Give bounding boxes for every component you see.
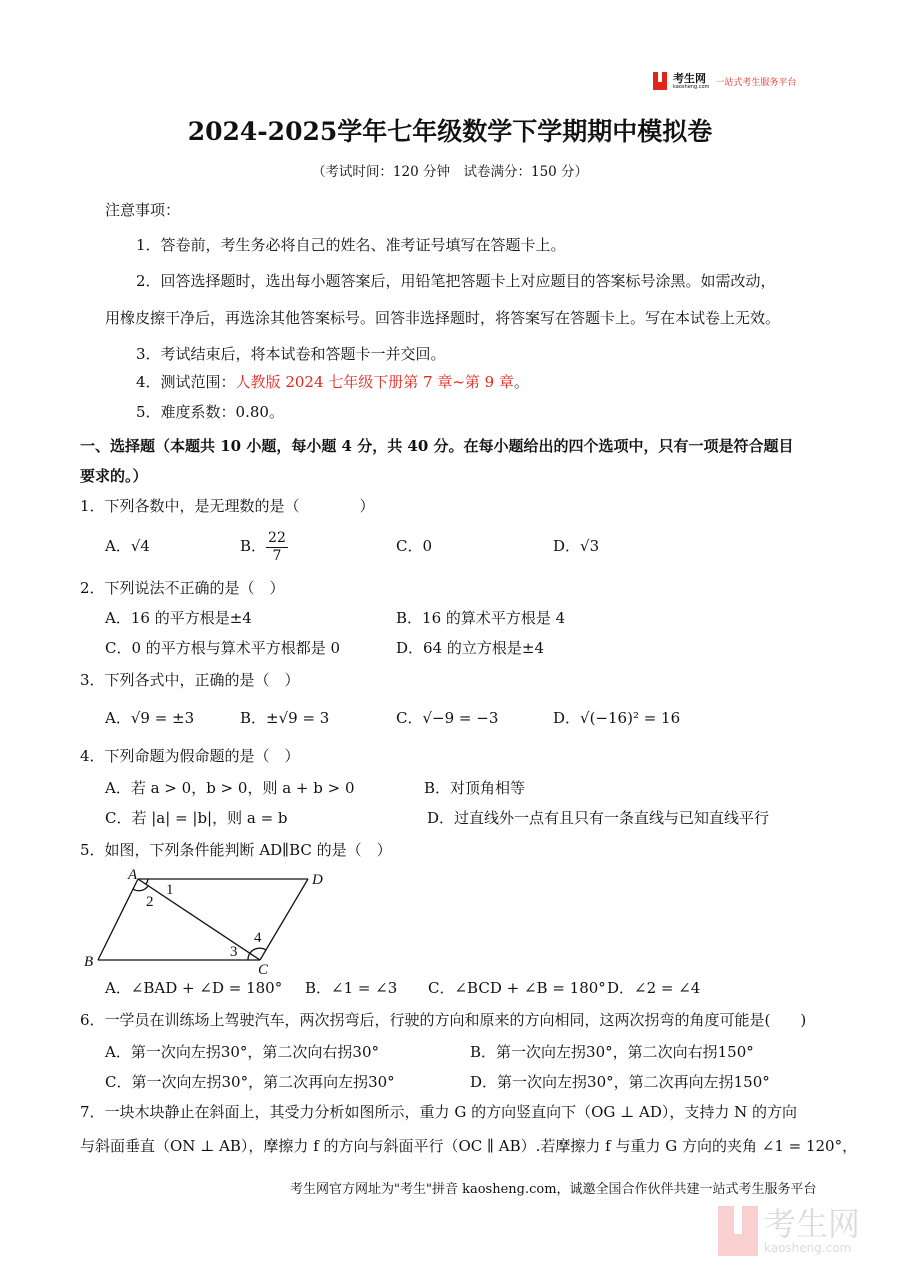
exam-subtitle: （考试时间：120 分钟 试卷满分：150 分） <box>311 164 589 180</box>
fraction <box>266 530 288 565</box>
q5-stem: 5．如图，下列条件能判断 AD∥BC 的是（ ） <box>80 841 392 859</box>
watermark-url: kaosheng.com <box>764 1241 852 1255</box>
q3-stem: 3．下列各式中，正确的是（ ） <box>80 671 300 689</box>
watermark-name: 考生网 <box>764 1205 861 1243</box>
q6-option-b: B．第一次向左拐30°，第二次向右拐150° <box>470 1043 754 1061</box>
watermark <box>718 1206 860 1256</box>
q5-figure <box>80 866 340 976</box>
q4-option-d: D．过直线外一点有且只有一条直线与已知直线平行 <box>427 809 770 827</box>
kaosheng-logo-icon <box>653 72 667 90</box>
q2-option-d: D．64 的立方根是±4 <box>396 639 544 657</box>
angle-3-arc <box>248 953 250 960</box>
brand-name: 考生网 <box>673 71 706 85</box>
q3-option-b: B．±√9 = 3 <box>240 709 330 727</box>
q7-stem: 7．一块木块静止在斜面上，其受力分析如图所示，重力 G 的方向竖直向下（OG ⊥ AD），支持力 N 的方向 <box>80 1103 798 1121</box>
q6-option-c: C．第一次向左拐30°，第二次再向左拐30° <box>105 1073 395 1091</box>
q3-option-a: A．√9 = ±3 <box>105 709 195 727</box>
q2-stem: 2．下列说法不正确的是（ ） <box>80 579 285 597</box>
option-label: B． <box>240 537 267 555</box>
note-5: 5．难度系数：0.80。 <box>136 403 284 421</box>
label-angle-1: 1 <box>166 882 174 898</box>
note-4 <box>136 372 529 392</box>
note-1: 1．答卷前，考生务必将自己的姓名、准考证号填写在答题卡上。 <box>136 236 566 254</box>
q7-stem-cont: 与斜面垂直（ON ⊥ AB），摩擦力 f 的方向与斜面平行（OC ∥ AB）.若摩擦力 f 与重力 G 方向的夹角 ∠1 = 120°， <box>80 1137 858 1155</box>
test-range: 人教版 2024 七年级下册第 7 章~第 9 章 <box>235 373 514 391</box>
numerator: 22 <box>268 529 286 546</box>
q4-option-a: A．若 a > 0，b > 0，则 a + b > 0 <box>105 779 355 797</box>
q4-option-c: C．若 |a| = |b|，则 a = b <box>105 809 288 827</box>
q1-option-d: D．√3 <box>553 537 600 555</box>
label-b: B <box>84 954 94 970</box>
angle-1-arc <box>146 879 148 884</box>
q5-option-a: A．∠BAD + ∠D = 180° <box>105 979 283 997</box>
q2-option-b: B．16 的算术平方根是 4 <box>396 609 566 627</box>
angle-2-arc <box>133 886 148 891</box>
note-4-suffix: 。 <box>514 373 530 391</box>
footer-text: 考生网官方网址为"考生"拼音 kaosheng.com，诚邀全国合作伙伴共建一站式考生服务平台 <box>290 1182 817 1197</box>
q4-stem: 4．下列命题为假命题的是（ ） <box>80 747 300 765</box>
angle-4-arc <box>250 948 266 953</box>
line-cd <box>260 879 308 960</box>
q1-option-b <box>240 527 288 565</box>
q5-option-c: C．∠BCD + ∠B = 180° <box>428 979 606 997</box>
note-2: 2．回答选择题时，选出每小题答案后，用铅笔把答题卡上对应题目的答案标号涂黑。如需改动， <box>136 272 776 290</box>
label-c: C <box>258 962 269 976</box>
q6-option-d: D．第一次向左拐30°，第二次再向左拐150° <box>470 1073 770 1091</box>
brand-logo <box>653 72 796 90</box>
line-ac <box>138 879 260 960</box>
q5-option-d: D．∠2 = ∠4 <box>607 979 701 997</box>
q4-option-b: B．对顶角相等 <box>424 779 526 797</box>
page-title: 2024-2025学年七年级数学下学期期中模拟卷 <box>187 117 713 146</box>
label-angle-4: 4 <box>254 930 262 946</box>
q1-option-a: A．√4 <box>105 537 150 555</box>
q3-option-c: C．√−9 = −3 <box>396 709 499 727</box>
q6-option-a: A．第一次向左拐30°，第二次向右拐30° <box>105 1043 380 1061</box>
kaosheng-watermark-icon <box>718 1206 758 1256</box>
q2-option-c: C．0 的平方根与算术平方根都是 0 <box>105 639 341 657</box>
label-angle-3: 3 <box>230 944 238 960</box>
q3-option-d: D．√(−16)² = 16 <box>553 709 681 727</box>
note-2-cont: 用橡皮擦干净后，再选涂其他答案标号。回答非选择题时，将答案写在答题卡上。写在本试卷上无效。 <box>105 309 781 327</box>
note-4-prefix: 4．测试范围： <box>136 373 236 391</box>
brand-slogan: 一站式考生服务平台 <box>715 77 797 88</box>
q5-option-b: B．∠1 = ∠3 <box>305 979 398 997</box>
section-heading-cont: 要求的。） <box>80 467 148 485</box>
denominator: 7 <box>272 547 282 564</box>
label-a: A <box>128 867 138 883</box>
note-3: 3．考试结束后，将本试卷和答题卡一并交回。 <box>136 345 446 363</box>
line-ab <box>98 879 138 960</box>
label-d: D <box>312 872 323 888</box>
label-angle-2: 2 <box>146 894 154 910</box>
q1-stem: 1．下列各数中，是无理数的是（ ） <box>80 497 375 515</box>
q6-stem: 6．一学员在训练场上驾驶汽车，两次拐弯后，行驶的方向和原来的方向相同，这两次拐弯的角度可能是( ) <box>80 1011 807 1029</box>
q2-option-a: A．16 的平方根是±4 <box>105 609 252 627</box>
notes-heading: 注意事项： <box>105 201 181 219</box>
q1-option-c: C．0 <box>396 537 433 555</box>
brand-url: kaosheng.com <box>673 83 710 90</box>
section-heading: 一、选择题（本题共 10 小题，每小题 4 分，共 40 分。在每小题给出的四个选项中，只有一项是符合题目 <box>80 437 794 455</box>
